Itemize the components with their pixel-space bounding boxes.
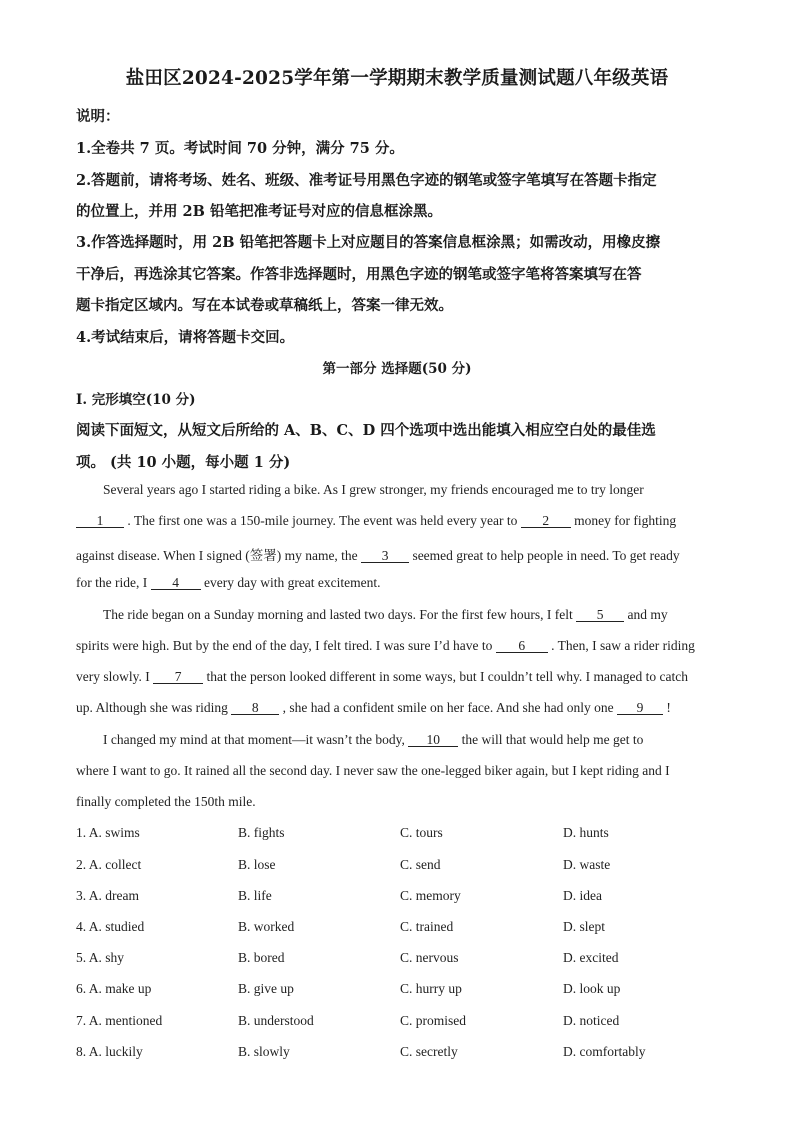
passage-text: spirits were high. But by the end of the day, I felt tired. I was sure I’d have to — [76, 638, 496, 653]
passage-line — [76, 513, 676, 529]
option-c[interactable]: C. send — [400, 857, 441, 872]
option-d[interactable]: D. comfortably — [563, 1044, 646, 1059]
option-c[interactable]: C. trained — [400, 919, 454, 934]
question-options-4 — [76, 919, 726, 937]
passage-text: The ride began on a Sunday morning and lasted two days. For the first few hours, I felt — [103, 607, 577, 622]
instruction-line: 4.考试结束后，请将答题卡交回。 — [76, 329, 295, 346]
passage-text: I changed my mind at that moment—it wasn’t the body, — [103, 732, 409, 747]
option-c[interactable]: C. tours — [400, 825, 443, 840]
option-b[interactable]: B. fights — [238, 825, 285, 840]
passage-line — [76, 700, 671, 716]
passage-line: Several years ago I started riding a bike. As I grew stronger, my friends encouraged me to try longer — [103, 482, 644, 497]
passage-text: very slowly. I — [76, 669, 154, 684]
passage-text: and my — [624, 607, 668, 622]
passage-text: for the ride, I — [76, 575, 151, 590]
instruction-line: 的位置上，并用 2B 铅笔把准考证号对应的信息框涂黑。 — [76, 203, 442, 220]
option-b[interactable]: B. give up — [238, 981, 294, 996]
question-options-2 — [76, 857, 726, 875]
passage-text: against disease. When I signed (签署) my name, the — [76, 548, 362, 563]
passage-line: where I want to go. It rained all the second day. I never saw the one-legged biker again, but I kept riding and I — [76, 763, 670, 778]
blank-4[interactable]: 4 — [151, 576, 201, 590]
option-d[interactable]: D. slept — [563, 919, 605, 934]
passage-line: finally completed the 150th mile. — [76, 794, 256, 809]
option-a[interactable]: 2. A. collect — [76, 857, 142, 872]
instruction-line: 题卡指定区域内。写在本试卷或草稿纸上，答案一律无效。 — [76, 297, 453, 314]
option-c[interactable]: C. memory — [400, 888, 461, 903]
instruction-line: 2.答题前，请将考场、姓名、班级、准考证号用黑色字迹的钢笔或签字笔填写在答题卡指定 — [76, 172, 657, 189]
directions-line: 阅读下面短文，从短文后所给的 A、B、C、D 四个选项中选出能填入相应空白处的最佳选 — [76, 422, 656, 439]
passage-line — [76, 544, 680, 564]
part-title: 第一部分 选择题(50 分) — [322, 361, 472, 377]
instructions-header: 说明： — [76, 108, 120, 125]
question-options-1 — [76, 825, 726, 843]
passage-text: . The first one was a 150-mile journey. The event was held every year to — [124, 513, 521, 528]
question-options-6 — [76, 981, 726, 999]
passage-line — [103, 607, 668, 623]
instruction-line: 干净后，再选涂其它答案。作答非选择题时，用黑色字迹的钢笔或签字笔将答案填写在答 — [76, 266, 642, 283]
option-b[interactable]: B. slowly — [238, 1044, 290, 1059]
blank-10[interactable]: 10 — [408, 733, 458, 747]
option-b[interactable]: B. lose — [238, 857, 276, 872]
option-b[interactable]: B. life — [238, 888, 272, 903]
option-a[interactable]: 1. A. swims — [76, 825, 140, 840]
option-d[interactable]: D. look up — [563, 981, 621, 996]
option-a[interactable]: 5. A. shy — [76, 950, 125, 965]
option-a[interactable]: 4. A. studied — [76, 919, 145, 934]
section-heading: I. 完形填空(10 分) — [76, 392, 196, 408]
passage-line — [76, 638, 695, 654]
passage-text: every day with great excitement. — [200, 575, 381, 590]
option-d[interactable]: D. excited — [563, 950, 619, 965]
blank-3[interactable]: 3 — [361, 549, 409, 563]
blank-6[interactable]: 6 — [496, 639, 548, 653]
passage-text: up. Although she was riding — [76, 700, 232, 715]
option-d[interactable]: D. hunts — [563, 825, 609, 840]
option-a[interactable]: 6. A. make up — [76, 981, 152, 996]
option-a[interactable]: 8. A. luckily — [76, 1044, 143, 1059]
directions-line: 项。 (共 10 小题，每小题 1 分) — [76, 454, 291, 471]
question-options-5 — [76, 950, 726, 968]
instruction-line: 3.作答选择题时，用 2B 铅笔把答题卡上对应题目的答案信息框涂黑；如需改动，用橡皮擦 — [76, 234, 661, 251]
passage-text: , she had a confident smile on her face. And she had only one — [279, 700, 618, 715]
option-d[interactable]: D. noticed — [563, 1013, 620, 1028]
option-b[interactable]: B. understood — [238, 1013, 314, 1028]
option-c[interactable]: C. promised — [400, 1013, 466, 1028]
blank-9[interactable]: 9 — [617, 701, 663, 715]
passage-text: . Then, I saw a rider riding — [547, 638, 695, 653]
passage-text: money for fighting — [570, 513, 677, 528]
blank-2[interactable]: 2 — [521, 514, 571, 528]
passage-text: the will that would help me get to — [458, 732, 644, 747]
exam-title: 盐田区2024-2025学年第一学期期末教学质量测试题八年级英语 — [125, 68, 669, 89]
passage-line — [76, 575, 381, 591]
option-c[interactable]: C. secretly — [400, 1044, 458, 1059]
blank-8[interactable]: 8 — [231, 701, 279, 715]
option-c[interactable]: C. hurry up — [400, 981, 462, 996]
passage-line — [103, 732, 643, 748]
blank-1[interactable]: 1 — [76, 514, 124, 528]
instruction-line: 1.全卷共 7 页。考试时间 70 分钟，满分 75 分。 — [76, 140, 404, 157]
option-b[interactable]: B. worked — [238, 919, 295, 934]
option-a[interactable]: 7. A. mentioned — [76, 1013, 163, 1028]
question-options-7 — [76, 1013, 726, 1031]
blank-7[interactable]: 7 — [153, 670, 203, 684]
option-d[interactable]: D. idea — [563, 888, 602, 903]
option-c[interactable]: C. nervous — [400, 950, 459, 965]
question-options-3 — [76, 888, 726, 906]
passage-line — [76, 669, 688, 685]
blank-5[interactable]: 5 — [576, 608, 624, 622]
passage-text: seemed great to help people in need. To get ready — [409, 548, 680, 563]
option-b[interactable]: B. bored — [238, 950, 285, 965]
option-a[interactable]: 3. A. dream — [76, 888, 139, 903]
passage-text: ! — [663, 700, 671, 715]
question-options-8 — [76, 1044, 726, 1062]
option-d[interactable]: D. waste — [563, 857, 611, 872]
passage-text: that the person looked different in some ways, but I couldn’t tell why. I managed to catch — [203, 669, 688, 684]
